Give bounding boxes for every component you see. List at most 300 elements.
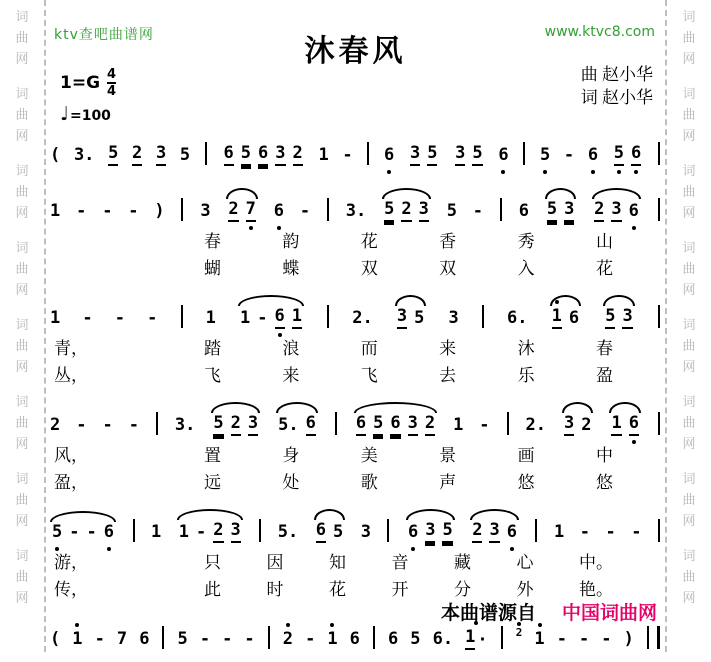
time-top: 4 (107, 67, 117, 82)
lyric-syllable: 沐 (517, 339, 535, 358)
lyric-syllable: 远 (204, 473, 221, 492)
note: 1 (178, 522, 189, 543)
border-watermark-char: 词 (15, 548, 29, 563)
key-text: 1=G (60, 73, 101, 94)
note: 2 (581, 415, 592, 436)
octave-dot-below (632, 226, 636, 230)
border-watermark-char: 曲 (15, 492, 29, 507)
beam-group (222, 144, 305, 166)
note: 3 (156, 144, 166, 166)
lyric-syllable: 而 (360, 339, 378, 358)
lyric-syllables (204, 361, 665, 386)
border-watermark-char: 曲 (15, 107, 29, 122)
note: 5 (414, 308, 425, 329)
octave-dot-below (634, 170, 638, 174)
border-watermark-char: 词 (682, 548, 696, 563)
note: 6 (139, 629, 150, 650)
note: 6 (631, 144, 641, 166)
note: 2 (401, 200, 411, 222)
border-watermark-char: 曲 (15, 184, 29, 199)
note: 6. (506, 308, 528, 329)
slur-group (382, 200, 431, 222)
lyric-syllable: 踏 (204, 339, 221, 358)
notes-row (46, 398, 665, 436)
note: 3 (455, 144, 465, 166)
note: 3 (622, 307, 632, 329)
lyric-syllable: 时 (266, 580, 284, 599)
note: 2. (352, 308, 373, 329)
barline (482, 305, 484, 328)
lyric-syllable: 美 (360, 446, 378, 465)
score-system (46, 291, 665, 386)
lyric-syllables (204, 227, 665, 252)
barline (327, 198, 329, 221)
notation-symbol: ) (623, 629, 634, 650)
note: 3 (448, 308, 459, 329)
note: 3 (248, 414, 258, 436)
notation-symbol: ( (50, 145, 61, 166)
border-watermark-char: 网 (682, 51, 696, 66)
lyricist-credit: 词 赵小华 (580, 87, 653, 107)
lyric-syllables (204, 334, 665, 359)
border-watermark-char: 曲 (682, 338, 696, 353)
barline (658, 198, 660, 221)
note: 5 (614, 144, 624, 166)
lyric-lead-syllable (54, 227, 204, 252)
octave-dot-below (617, 170, 621, 174)
lyric-syllables (204, 548, 665, 573)
score-system (46, 184, 665, 279)
score (46, 126, 665, 650)
note: 6 (408, 523, 418, 543)
note: 5 (442, 521, 452, 543)
notation-symbol: - (342, 145, 353, 166)
border-watermark-char: 词 (15, 240, 29, 255)
border-watermark-char: 词 (682, 9, 696, 24)
lyric-syllable: 分 (454, 580, 471, 599)
slur-group (395, 307, 427, 329)
lyric-row (46, 575, 665, 600)
border-watermark-char: 词 (682, 471, 696, 486)
notation-symbol: - (222, 629, 233, 650)
border-watermark-char: 词 (15, 86, 29, 101)
lyric-syllable: 飞 (360, 366, 378, 385)
border-watermark-char: 网 (682, 282, 696, 297)
note: 1 (553, 522, 565, 543)
border-watermark-char: 曲 (15, 30, 29, 45)
score-system (46, 398, 665, 493)
lyric-syllable: 悠 (517, 473, 535, 492)
border-watermark-char: 网 (15, 513, 29, 528)
octave-dot-below (543, 170, 547, 174)
notation-symbol: - (196, 522, 207, 543)
note: 2 (228, 200, 238, 222)
lyric-syllable: 景 (439, 446, 457, 465)
note: 2 (231, 414, 241, 436)
note: 2 (293, 144, 303, 166)
border-watermark-char: 网 (682, 128, 696, 143)
slur-group (276, 414, 318, 436)
tempo-value: =100 (69, 108, 111, 125)
lyric-syllable: 音 (391, 553, 409, 572)
lyric-syllable: 处 (282, 473, 300, 492)
note: 6 (498, 146, 508, 166)
note: 5 (384, 200, 394, 222)
barline (335, 412, 337, 435)
note: 6 (258, 144, 268, 166)
lyric-syllable: 只 (204, 553, 221, 572)
octave-dot-above (555, 300, 559, 304)
site-link-right[interactable]: www.ktvc8.com (544, 24, 655, 40)
border-watermark-char: 曲 (15, 261, 29, 276)
barline (259, 519, 261, 542)
note: 1 (205, 308, 216, 329)
border-watermark-char: 曲 (682, 184, 696, 199)
slur-group (238, 307, 304, 329)
note: 1 (151, 522, 162, 543)
lyric-syllable: 蝴 (204, 259, 221, 278)
lyric-syllable: 飞 (204, 366, 221, 385)
note: 6 (275, 307, 285, 329)
notes-row (46, 128, 665, 166)
lyric-row (46, 548, 665, 573)
final-barline (647, 626, 660, 649)
border-watermark-char: 词 (682, 317, 696, 332)
barline (133, 519, 135, 542)
notation-symbol: - (305, 629, 316, 650)
note: 3 (489, 521, 499, 543)
note: 2 (425, 414, 435, 436)
lyric-syllable: 来 (282, 366, 300, 385)
score-header (46, 0, 665, 126)
note: 3 (564, 414, 574, 436)
note: 1 (240, 308, 251, 329)
notation-symbol: - (299, 201, 311, 222)
notation-symbol: - (102, 415, 113, 436)
page-title: 沐春风 (304, 35, 407, 68)
lyric-syllable: 声 (439, 473, 457, 492)
octave-dot-below (278, 333, 282, 337)
augmentation-dot: · (477, 630, 488, 651)
note: 3 (275, 144, 285, 166)
lyric-syllable: 中。 (579, 553, 613, 572)
lyric-row (46, 468, 665, 493)
octave-dot-below (387, 170, 391, 174)
lyric-syllable: 花 (360, 232, 378, 251)
barline (156, 412, 158, 435)
tempo-marking (60, 103, 116, 125)
lyric-syllable: 入 (517, 259, 535, 278)
note: 3 (425, 521, 435, 543)
lyric-syllable: 春 (595, 339, 613, 358)
lyric-syllable: 歌 (360, 473, 378, 492)
note: 5 (472, 144, 482, 166)
border-watermark-char: 网 (682, 205, 696, 220)
notation-symbol: - (578, 629, 590, 650)
note: 2. (525, 415, 546, 436)
note: 6 (568, 308, 580, 329)
note: 5 (108, 144, 118, 166)
notation-symbol: - (244, 629, 255, 650)
note: 2 (472, 521, 482, 543)
lyric-syllable: 山 (595, 232, 613, 251)
note: 5 (427, 144, 437, 166)
lyric-syllable: 心 (516, 553, 534, 572)
border-watermark-char: 网 (15, 205, 29, 220)
note: 6 (274, 202, 284, 222)
note: 3. (73, 145, 95, 166)
slur-group (470, 521, 519, 543)
barline (658, 305, 660, 328)
octave-dot-below (107, 547, 111, 551)
note: 5 (446, 201, 457, 222)
lyric-syllable: 中 (595, 446, 613, 465)
notes-row (46, 184, 665, 222)
note: 1 (318, 145, 329, 166)
lyric-syllable: 外 (516, 580, 534, 599)
octave-dot-above (286, 623, 290, 627)
note: 3 (564, 200, 574, 222)
octave-dot-below (249, 226, 253, 230)
note: 2 (132, 144, 142, 166)
lyric-syllables (204, 575, 665, 600)
barline (181, 198, 183, 221)
note: 3. (174, 415, 196, 436)
notation-symbol: - (472, 201, 484, 222)
border-watermark-char: 曲 (682, 492, 696, 507)
notation-symbol: - (631, 522, 642, 543)
border-watermark-char: 曲 (15, 415, 29, 430)
beam-group (453, 144, 485, 166)
site-link-left[interactable]: ktv查吧曲谱网 (54, 27, 154, 43)
barline (523, 142, 525, 165)
lyric-syllable: 悠 (595, 473, 613, 492)
lyric-syllable: 乐 (517, 366, 535, 385)
note: 6 (316, 521, 326, 543)
barline (658, 519, 660, 542)
lyric-lead-syllable: 风， (54, 446, 88, 465)
lyric-syllable: 身 (282, 446, 300, 465)
border-watermark-char: 曲 (15, 569, 29, 584)
footer-source-site[interactable]: 中国词曲网 (561, 602, 657, 624)
lyric-row (46, 334, 665, 359)
notation-symbol: - (69, 522, 80, 543)
note: 5 (373, 414, 383, 436)
note: 5 (52, 523, 62, 543)
note: 5 (213, 414, 223, 436)
barline (387, 519, 389, 542)
lyric-syllable: 开 (391, 580, 409, 599)
lyric-lead-syllable: 传， (54, 580, 88, 599)
notation-symbol: ) (154, 201, 165, 222)
note: 6 (390, 414, 400, 436)
note: 3 (231, 521, 241, 543)
lyric-syllable: 知 (329, 553, 346, 572)
notation-symbol: - (601, 629, 612, 650)
barline (535, 519, 537, 542)
border-watermark-char: 曲 (682, 107, 696, 122)
lyric-lead-syllable: 游， (54, 553, 88, 572)
lyric-syllables (204, 254, 665, 279)
side-border-right (665, 0, 711, 652)
note: 2 (50, 415, 61, 436)
barline (327, 305, 329, 328)
note: 6 (349, 629, 360, 650)
note: 2 (594, 200, 604, 222)
notation-symbol: - (199, 629, 211, 650)
lyric-lead-syllable: 青， (54, 339, 88, 358)
lyric-row (46, 254, 665, 279)
note: 6 (384, 146, 394, 166)
note: 1 (327, 630, 337, 650)
border-watermark-char: 网 (15, 436, 29, 451)
border-watermark-char: 网 (682, 436, 696, 451)
note: 1 (50, 308, 61, 329)
slur-group (226, 200, 258, 222)
notation-symbol: - (82, 308, 93, 329)
time-signature (107, 68, 116, 98)
beam-group (612, 144, 644, 166)
lyric-syllable: 蝶 (282, 259, 300, 278)
slur-group (314, 521, 346, 543)
slur-group (609, 414, 641, 436)
notation-symbol: - (147, 308, 158, 329)
credits (581, 64, 653, 110)
border-watermark-char: 网 (15, 282, 29, 297)
lyric-syllable: 花 (595, 259, 613, 278)
note: 2 (213, 521, 223, 543)
border-watermark-char: 网 (682, 590, 696, 605)
note: 3 (419, 200, 429, 222)
note: 1 (534, 630, 544, 650)
note: 5. (278, 415, 299, 436)
notation-symbol: - (563, 145, 575, 166)
note: 1 (72, 630, 82, 650)
quarter-note-icon: ♩ (60, 103, 69, 126)
slur-group (354, 414, 437, 436)
key-signature (60, 68, 116, 98)
side-border-left (0, 0, 46, 652)
notation-symbol: - (114, 308, 125, 329)
slur-group (592, 200, 641, 222)
note: 1 (50, 201, 61, 222)
sheet-content (46, 0, 665, 662)
notation-symbol: - (579, 522, 590, 543)
lyric-row (46, 441, 665, 466)
note: 3 (410, 144, 420, 166)
border-watermark-char: 网 (15, 359, 29, 374)
note: 6 (388, 629, 399, 650)
border-watermark-char: 网 (15, 128, 29, 143)
lyric-syllables (204, 441, 665, 466)
note: 6 (629, 202, 639, 222)
barline (268, 626, 270, 649)
lyric-syllable: 花 (329, 580, 346, 599)
notes-row (46, 505, 665, 543)
note: 6 (507, 523, 517, 543)
border-watermark-char: 词 (682, 86, 696, 101)
barline (658, 142, 660, 165)
octave-dot-below (591, 170, 595, 174)
notation-symbol: ( (50, 629, 61, 650)
note: 7 (246, 200, 256, 222)
note: 6 (588, 146, 598, 166)
lyric-lead-syllable (54, 254, 204, 279)
border-watermark-char: 词 (682, 163, 696, 178)
border-watermark-char: 网 (682, 513, 696, 528)
notation-symbol: - (102, 201, 113, 222)
note: 5 (177, 629, 188, 650)
lyric-lead-syllable: 丛， (54, 366, 88, 385)
lyric-row (46, 227, 665, 252)
note: 2 (516, 627, 523, 640)
note: 6 (224, 144, 234, 166)
lyric-syllable: 盈 (595, 366, 613, 385)
notation-symbol: - (94, 629, 105, 650)
barline (658, 412, 660, 435)
score-system (46, 505, 665, 600)
slur-group (177, 521, 243, 543)
footer (441, 598, 657, 625)
border-watermark-char: 词 (15, 317, 29, 332)
lyric-syllable: 画 (517, 446, 535, 465)
note: 6 (629, 414, 639, 436)
note: 5 (605, 307, 615, 329)
note: 7 (116, 629, 128, 650)
note: 5 (410, 629, 421, 650)
slur-group (545, 200, 577, 222)
note: 1 · (465, 628, 488, 650)
notes-row (46, 291, 665, 329)
note: 6 (518, 201, 529, 222)
note: 5 (540, 146, 550, 166)
slur-group (562, 414, 594, 436)
note: 5 (241, 144, 251, 166)
barline (501, 626, 503, 649)
note: 3. (345, 201, 367, 222)
slur-group (603, 307, 635, 329)
barline (367, 142, 369, 165)
lyric-syllable: 春 (204, 232, 221, 251)
lyric-row (46, 361, 665, 386)
score-system (46, 128, 665, 166)
border-watermark-char: 曲 (682, 30, 696, 45)
notation-symbol: - (479, 415, 490, 436)
border-watermark-char: 词 (15, 394, 29, 409)
footer-source-label: 本曲谱源自 (440, 602, 536, 624)
key-tempo-block (60, 68, 116, 125)
slur-group (550, 307, 582, 329)
notation-symbol: - (76, 201, 87, 222)
border-watermark-char: 网 (15, 590, 29, 605)
barline (181, 305, 183, 328)
notation-symbol: - (257, 308, 268, 329)
note: 3 (360, 522, 371, 543)
note: 6 (356, 414, 366, 436)
border-watermark-char: 词 (682, 394, 696, 409)
lyric-syllable: 双 (439, 259, 457, 278)
note: 6. (432, 629, 454, 650)
beam-group (408, 144, 440, 166)
border-watermark-char: 曲 (682, 415, 696, 430)
border-watermark-char: 词 (15, 9, 29, 24)
composer-credit: 曲 赵小华 (580, 65, 653, 84)
lyric-syllable: 浪 (282, 339, 300, 358)
note: 3 (200, 201, 211, 222)
note: 3 (408, 414, 418, 436)
lyric-syllable: 秀 (517, 232, 535, 251)
octave-dot-below (510, 547, 514, 551)
